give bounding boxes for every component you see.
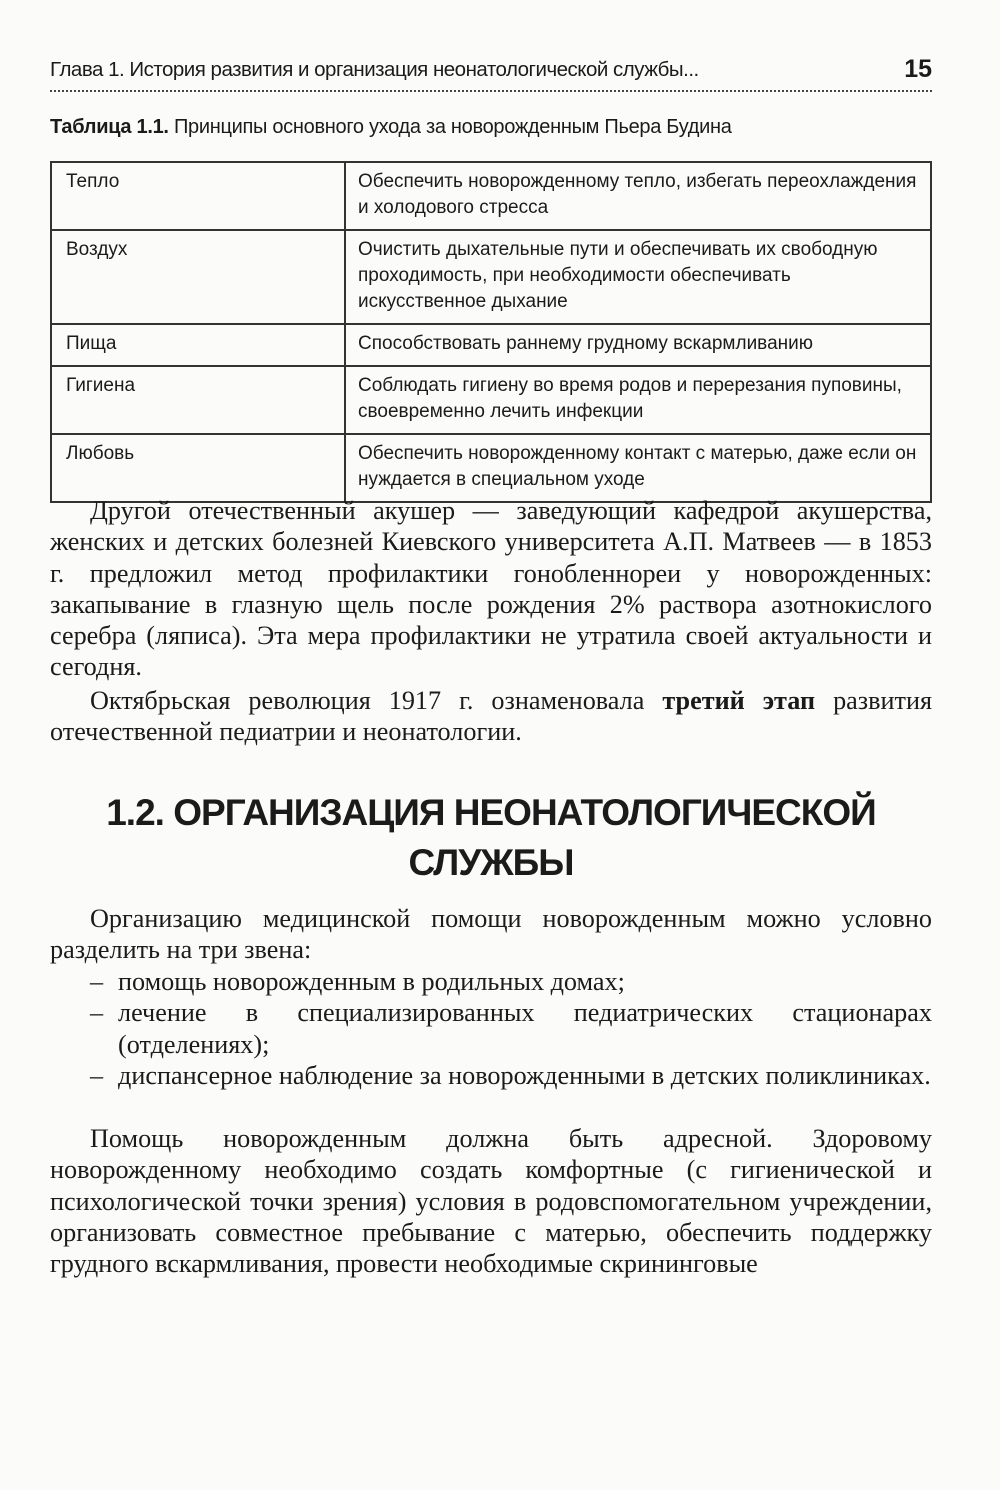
table-row [51,324,931,366]
list-item-text: диспансерное наблюдение за новорожденными в детских поликлиниках. [118,1060,931,1090]
paragraph-care: Помощь новорожденным должна быть адресной. Здоровому новорожденному необходимо создать комфортные (с гигиенической и психологической точки зрения) условия в родовспомогательном учреждении, организовать совместное пребывание с матерью, обеспечить поддержку грудного вскармливания, провести необходимые скрининговые [50,1124,932,1279]
section-heading-line: 1.2. ОРГАНИЗАЦИЯ НЕОНАТОЛОГИЧЕСКОЙ [106,792,876,833]
paragraph-text: развития отечественной педиатрии и неонатологии. [50,686,933,747]
principle-description: Способствовать раннему грудному вскармливанию [345,324,931,366]
principle-name: Гигиена [51,366,345,434]
running-title: Глава 1. История развития и организация неонатологической службы... [50,58,699,81]
paragraph-text: Октябрьская революция 1917 г. ознаменовала [90,686,645,715]
table-row [51,230,931,324]
section-heading-line: СЛУЖБЫ [408,842,574,883]
principle-name: Любовь [51,434,345,502]
running-header [50,52,932,92]
list-dash: – [90,967,104,996]
principle-name: Тепло [51,162,345,230]
list-item [50,997,932,1060]
emphasis-text: третий этап [662,686,816,715]
budin-principles-table [50,161,932,503]
table-caption-text: Принципы основного ухода за новорожденным Пьера Будина [173,116,732,138]
page-number: 15 [904,55,932,83]
care-levels-list [50,966,932,1091]
principle-name: Воздух [51,230,345,324]
paragraph-third-stage [50,685,932,748]
paragraph-matveev: Другой отечественный акушер — заведующий кафедрой акушерства, женских и детских болезней Киевского университета А.П. Матвеев — в 1853 г. предложил метод профилактики гонобленнореи у новорожденных: закапывание в глазную щель после рождения 2% раствора азотнокислого серебра (ляписа). Эта мера профилактики не утратила своей актуальности и сегодня. [50,496,932,682]
table-row [51,162,931,230]
principle-description: Очистить дыхательные пути и обеспечивать их свободную проходимость, при необходимости обеспечивать искусственное дыхание [345,230,931,324]
list-item-text: помощь новорожденным в родильных домах; [118,967,625,996]
list-item [50,1060,932,1091]
table-caption [50,116,732,139]
section-heading [50,788,932,888]
paragraph-intro: Организацию медицинской помощи новорожденным можно условно разделить на три звена: [50,904,932,965]
list-dash: – [90,1060,104,1090]
table-caption-label: Таблица 1.1. [50,116,169,138]
table-row [51,366,931,434]
principle-description: Обеспечить новорожденному контакт с матерью, даже если он нуждается в специальном уходе [345,434,931,502]
list-item-text: лечение в специализированных педиатрических стационарах (отделениях); [118,998,932,1059]
table-row [51,434,931,502]
principle-name: Пища [51,324,345,366]
principle-description: Обеспечить новорожденному тепло, избегать переохлаждения и холодового стресса [345,162,931,230]
list-dash: – [90,998,104,1028]
list-item [50,966,932,997]
principle-description: Соблюдать гигиену во время родов и перерезания пуповины, своевременно лечить инфекции [345,366,931,434]
